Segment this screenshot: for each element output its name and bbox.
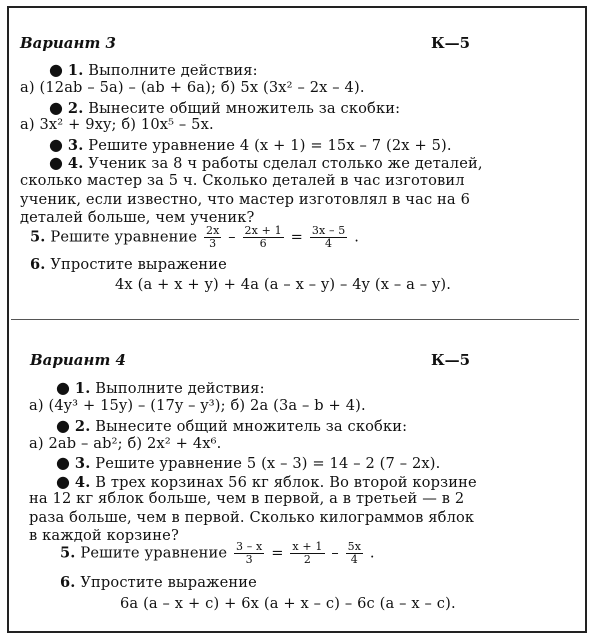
bullet-icon: ● [56, 453, 71, 472]
variant3-task4-line4: деталей больше, чем ученик? [20, 209, 255, 226]
bullet-icon: ● [49, 135, 64, 154]
variant4-task2: ● 2. Вынесите общий множитель за скобки: [56, 416, 408, 435]
fraction: $\frac{2x}{3}$ [205, 224, 220, 250]
variant3-task1-expressions: а) (12ab – 5a) – (ab + 6a); б) 5x (3x² – 2x – 4). [20, 79, 365, 96]
bullet-icon: ● [49, 153, 64, 172]
variant3-title: Вариант 3 [20, 34, 116, 52]
fraction: $\frac{5x}{4}$ [347, 540, 362, 566]
fraction: $\frac{3 - x}{3}$ [235, 540, 263, 566]
variant4-task2-expressions: а) 2ab – ab²; б) 2x² + 4x⁶. [29, 435, 222, 452]
variant4-task5: 5. Решите уравнение $\frac{3 - x}{3}$ = $\frac{x + 1}{2}$ – $\frac{5x}{4}$ . [60, 540, 375, 566]
bullet-icon: ● [49, 98, 64, 117]
bullet-icon: ● [56, 472, 71, 491]
variant3-task3: ● 3. Решите уравнение 4 (x + 1) = 15x – 7 (2x + 5). [49, 135, 452, 154]
variant4-task4-line3: раза больше, чем в первой. Сколько килограммов яблок [29, 509, 475, 526]
variant3-task1: ● 1. Выполните действия: [49, 60, 258, 79]
variant4-task6: 6. Упростите выражение [60, 574, 257, 591]
fraction: $\frac{3x - 5}{4}$ [311, 224, 346, 250]
variant3-task4-line1: ● 4. Ученик за 8 ч работы сделал столько же деталей, [49, 153, 483, 172]
variant3-task4-line3: ученик, если известно, что мастер изготовлял в час на 6 [20, 191, 471, 208]
variant4-task4-line1: ● 4. В трех корзинах 56 кг яблок. Во второй корзине [56, 472, 477, 491]
variant3-task6: 6. Упростите выражение [30, 256, 227, 273]
variant4-task1: ● 1. Выполните действия: [56, 378, 265, 397]
variant4-task6-expression: 6a (a – x + c) + 6x (a + x – c) – 6c (a – x – c). [120, 595, 456, 612]
variant-divider [11, 319, 579, 320]
variant3-task6-expression: 4x (a + x + y) + 4a (a – x – y) – 4y (x – a – y). [115, 276, 452, 293]
bullet-icon: ● [49, 60, 64, 79]
variant3-task5: 5. Решите уравнение $\frac{2x}{3}$ – $\frac{2x + 1}{6}$ = $\frac{3x - 5}{4}$ . [30, 224, 360, 250]
bullet-icon: ● [56, 378, 71, 397]
variant3-task2-expressions: а) 3x² + 9xy; б) 10x⁵ – 5x. [20, 116, 214, 133]
variant3-task4-line2: сколько мастер за 5 ч. Сколько деталей в час изготовил [20, 172, 465, 189]
variant4-task4-line2: на 12 кг яблок больше, чем в первой, а в третьей — в 2 [29, 490, 465, 507]
variant3-code: К—5 [431, 34, 471, 52]
variant4-title: Вариант 4 [30, 351, 126, 369]
fraction: $\frac{x + 1}{2}$ [292, 540, 323, 566]
variant3-task2: ● 2. Вынесите общий множитель за скобки: [49, 98, 401, 117]
fraction: $\frac{2x + 1}{6}$ [244, 224, 282, 250]
variant4-task1-expressions: а) (4y³ + 15y) – (17y – y³); б) 2a (3a – b + 4). [29, 397, 366, 414]
variant4-task3: ● 3. Решите уравнение 5 (x – 3) = 14 – 2 (7 – 2x). [56, 453, 441, 472]
variant4-task4-line4: в каждой корзине? [29, 527, 179, 544]
bullet-icon: ● [56, 416, 71, 435]
variant4-code: К—5 [431, 351, 471, 369]
